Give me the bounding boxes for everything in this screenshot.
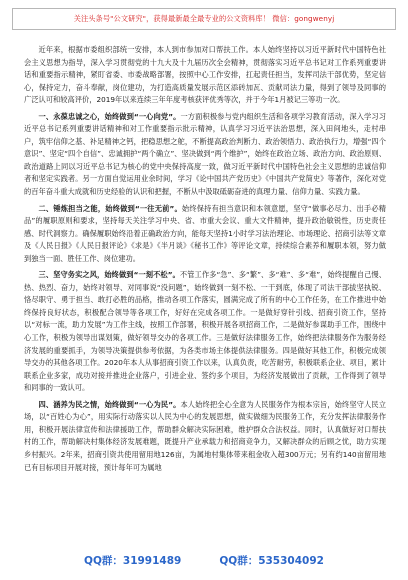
section-heading: 四、涵养为民之情，始终做到“一心为民”。 [38,399,181,409]
header-banner [12,8,396,30]
section-people [24,399,386,474]
banner-text: 关注头条号"公文研究"，获得最新最全最专业的公文资料库！ 微信：gongwenyj [73,14,335,23]
section-responsibility [24,203,386,266]
section-text: 本人始终把全心全意为人民服务作为根本宗旨，始终坚守人民立场，以“百姓心为心”，用实际行动落实以人民为中心的发展思想，做实做细为民服务工作，充分发挥法律服务作用，积极开展法律宣传和法律援助工作，帮助群众解决实际困难，维护群众合法权益。同时，认真做好对口帮扶村的工作，帮助解决村集体经济发展难题，既提升产业承载力和招商竞争力，又解决群众的后顾之忧，助力实现乡村振兴。2年来，招商引资共使用留用地126亩，为属地村集体带来租金收入超300万元；另有约140亩留用地已有目标项目开展对接，预计每年可为属地 [24,399,386,472]
section-text: 始终保持有担当意识和本领意愿，坚守“做事必尽力、出手必精品”的履职原则和要求，坚持每天关注学习中央、省、市重大会议、重大文件精神，提升政治敏锐性，历史责任感、时代洞察力。确保履职始终沿着正确政治方向，能每天坚持1小时学习法治理论、市场理论、招商引法等文章及《人民日报》《人民日报评论》《求是》《半月谈》《秘书工作》等评论文章，持续综合素养和履职本领，努力做到独当一面、胜任工作、岗位建功。 [24,203,386,263]
section-heading: 一、永葆忠诚之心，始终做到“一心向党”。 [38,111,181,121]
section-text: 不管工作多“急”、多“繁”、多“难”、多“难”，始终提醒自己慢、热、热烈、奋力，始终对领导、对同事说“没问题”，始终做到一刻不松、一干到底，体现了司法干部拔坚执锐、恪尽职守、勇于担当、敢打必胜的品格，推动各项工作落实，圆满完成了所有的中心工作任务，在工作推进中始终保持良好状态，积极配合领导等各项工作，好好在完成各项工作。一是做好穿针引线、招商引资工作，坚持以“对标一流，助力发展”为工作主线，按照工作部署，积极开展各项招商工作，二是做好参谋助手工作，围绕中心工作，积极为领导出谋划策，做好领导交办的各项工作。三是做好法律服务工作，始终把法律服务作为服务经济发展的重要抓手，为领导决策提供参考依据，为各类市场主体提供法律服务。四是做好其他工作，积极完成领导交办的其他各项工作。2020年本人从事招商引资工作以来，认真负责，吃苦耐劳，积极联系企业、项目，累计联系企业多家，成功对接并推进企业落户，引进企业、签约多个项目，为经济发展做出了贡献，工作得到了领导和同事的一致认可。 [24,270,386,393]
footer-qq-group-2: QQ群：535304092 [219,555,324,567]
section-text: 一方面积极参与党内组织生活和各项学习教育活动，深入学习习近平总书记系列重要讲话精神和对工作重要指示批示精神，认真学习习近平法治思想，深入田间地头，走村串户，筑牢信仰之基、补足精神之钙，把稳思想之舵，不断提高政治判断力、政治领悟力、政治执行力，增强“四个意识”、坚定“四个自信”、忠诚拥护“两个确立”、坚决做到“两个维护”，始终在政治立场、政治方向、政治原则、政治道路上同以习近平总书记为核心的党中央保持高度一致，做习近平新时代中国特色社会主义思想的忠诚信仰者和坚定实践者。另一方面自觉运用业余时间，学习《论中国共产党历史》《中国共产党简史》等著作，深化对党的百年奋斗重大成就和历史经验的认识和把握，不断从中汲取砥砺奋进的真理力量、信仰力量、实践力量。 [24,111,386,197]
intro-paragraph [24,44,386,107]
paragraph-text: 近年来，根据市委组织部统一安排，本人到市参加对口帮扶工作。本人始终坚持以习近平新时代中国特色社会主义思想为指导，深入学习贯彻党的十九大及十九届历次全会精神，贯彻落实习近平总书记对工作系列重要讲话和重要指示精神，紧盯省委、市委战略部署，按照中心工作安排，扛起责任担当，发挥司法干部优势，坚定信心，保持定力，奋斗奉献，岗位建功，为打造高质量发展示范区添砖加瓦、贡献司法力量，得到了领导及同事的广泛认可和较高评价，2019年以来连续三年年度考核获评优秀等次，并于今年1月被记三等功一次。 [24,45,386,105]
document-body [24,44,386,474]
footer [0,553,408,567]
section-pragmatism [24,269,386,394]
section-heading: 三、坚守务实之风，始终做到“一刻不松”。 [38,270,180,280]
section-loyalty [24,111,386,199]
footer-qq-group-1: QQ群：31991489 [84,555,182,567]
section-heading: 二、锤炼担当之能，始终做到“一往无前”。 [38,203,182,213]
